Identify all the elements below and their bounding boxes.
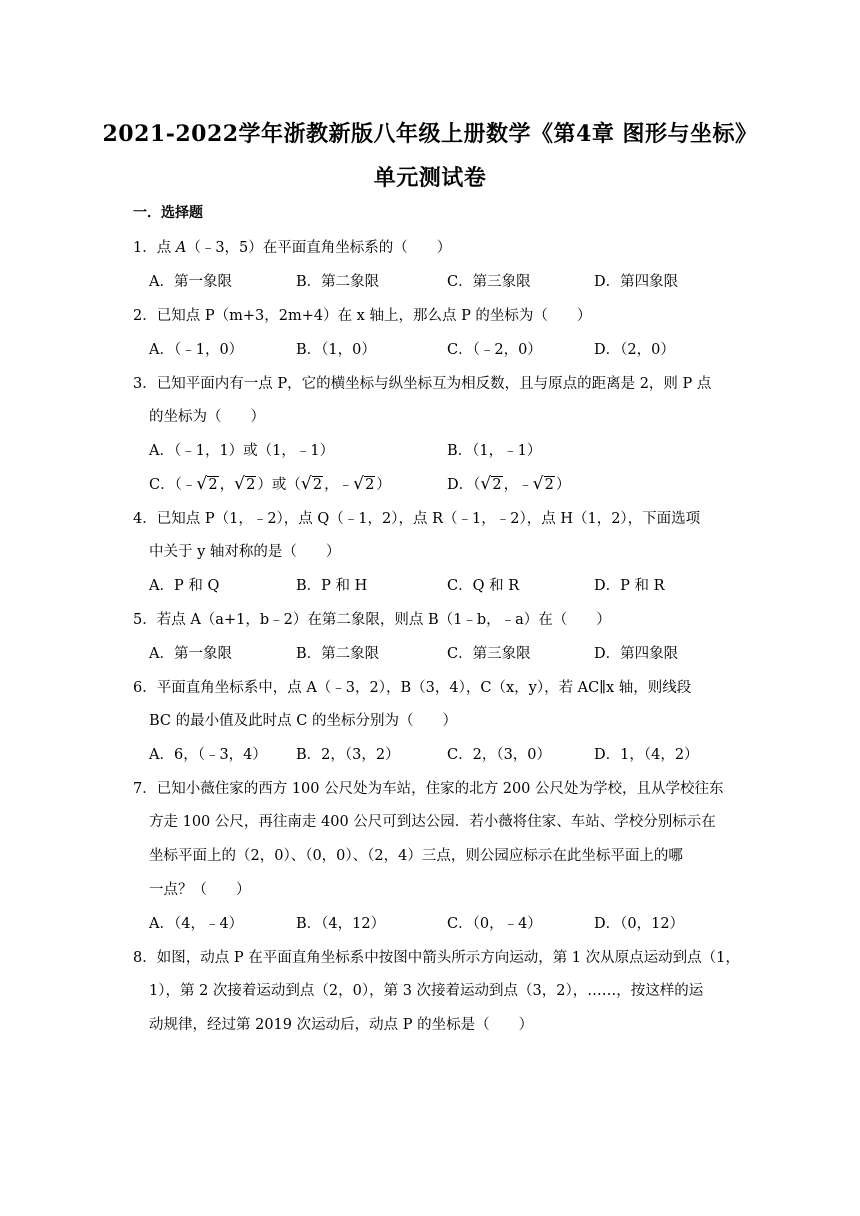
question-3-option-a: A．（﹣1，1）或（1，﹣1） — [149, 443, 335, 459]
question-6-option-b: B．2，（3，2） — [296, 747, 400, 763]
question-1-option-c: C．第三象限 — [447, 274, 531, 290]
option-c-text-3: ）或（ — [257, 477, 301, 493]
question-7-option-a: A．（4，﹣4） — [149, 916, 244, 932]
question-1-option-a: A．第一象限 — [149, 274, 232, 290]
radicand: 2 — [492, 477, 502, 493]
question-6-line-1: 6．平面直角坐标系中，点 A（﹣3，2），B（3，4），C（x，y），若 AC∥x 轴，则线段 — [133, 680, 692, 696]
question-7-option-d: D．（0，12） — [594, 916, 685, 932]
question-8-line-3: 动规律，经过第 2019 次运动后，动点 P 的坐标是（ ） — [149, 1017, 534, 1033]
question-5-option-a: A．第一象限 — [149, 646, 232, 662]
question-6-option-a: A．6，（﹣3，4） — [149, 747, 267, 763]
radicand: 2 — [544, 477, 554, 493]
option-c-text-4: ，﹣ — [324, 477, 354, 493]
option-d-text-1: D．（ — [447, 477, 481, 493]
sqrt-symbol — [353, 477, 375, 493]
question-4-option-a: A．P 和 Q — [149, 578, 220, 594]
option-c-text-1: C．（﹣ — [149, 477, 197, 493]
question-2-option-b: B．（1，0） — [296, 342, 376, 358]
question-5-option-b: B．第二象限 — [296, 646, 380, 662]
option-d-text-2: ，﹣ — [503, 477, 533, 493]
question-7-line-3: 坐标平面上的（2，0）、（0，0）、（2，4）三点，则公园应标示在此坐标平面上的哪 — [149, 848, 683, 864]
section-heading: 一．选择题 — [133, 205, 203, 221]
question-5: 5．若点 A（a+1，b﹣2）在第二象限，则点 B（1﹣b，﹣a）在（ ） — [133, 612, 611, 628]
question-6-line-2: BC 的最小值及此时点 C 的坐标分别为（ ） — [149, 713, 457, 729]
question-5-option-c: C．第三象限 — [447, 646, 531, 662]
question-1-prefix: 1．点 — [133, 240, 176, 256]
question-1 — [133, 236, 451, 257]
radicand: 2 — [365, 477, 375, 493]
question-4-option-c: C．Q 和 R — [447, 578, 520, 594]
question-3-option-c — [149, 473, 391, 494]
question-7-line-2: 方走 100 公尺，再往南走 400 公尺可到达公园．若小薇将住家、车站、学校分别标示在 — [149, 814, 716, 830]
question-2-option-c: C．（﹣2，0） — [447, 342, 542, 358]
question-6-option-d: D．1，（4，2） — [594, 747, 699, 763]
question-4-line-1: 4．已知点 P（1，﹣2），点 Q（﹣1，2），点 R（﹣1，﹣2），点 H（1，2），下面选项 — [133, 511, 701, 527]
sqrt-symbol — [196, 477, 218, 493]
question-7-line-4: 一点？（ ） — [149, 882, 251, 898]
sqrt-symbol — [533, 477, 555, 493]
question-3-line-1: 3．已知平面内有一点 P，它的横坐标与纵坐标互为相反数，且与原点的距离是 2，则 P 点 — [133, 376, 712, 392]
question-5-option-d: D．第四象限 — [594, 646, 679, 662]
question-6-option-c: C．2，（3，0） — [447, 747, 552, 763]
question-1-var: A — [175, 240, 187, 256]
question-3-option-d — [447, 473, 570, 494]
radicand: 2 — [312, 477, 323, 493]
question-4-option-b: B．P 和 H — [296, 578, 368, 594]
document-title-line-2: 单元测试卷 — [373, 165, 487, 191]
question-2-option-a: A．（﹣1，0） — [149, 342, 244, 358]
sqrt-symbol — [234, 477, 256, 493]
question-4-option-d: D．P 和 R — [594, 578, 665, 594]
question-4-line-2: 中关于 y 轴对称的是（ ） — [149, 544, 341, 560]
document-title-line-1: 2021-2022学年浙教新版八年级上册数学《第4章 图形与坐标》 — [102, 121, 758, 147]
question-3-option-b: B．（1，﹣1） — [447, 443, 542, 459]
question-2: 2．已知点 P（m+3，2m+4）在 x 轴上，那么点 P 的坐标为（ ） — [133, 308, 592, 324]
question-1-option-d: D．第四象限 — [594, 274, 679, 290]
option-c-text-5: ） — [376, 477, 391, 493]
question-7-option-c: C．（0，﹣4） — [447, 916, 542, 932]
option-c-text-2: ， — [219, 477, 235, 493]
question-1-option-b: B．第二象限 — [296, 274, 380, 290]
question-8-line-1: 8．如图，动点 P 在平面直角坐标系中按图中箭头所示方向运动，第 1 次从原点运动到点（1， — [133, 950, 740, 966]
question-2-option-d: D．（2，0） — [594, 342, 675, 358]
question-1-rest: （﹣3，5）在平面直角坐标系的（ ） — [186, 240, 452, 256]
option-d-text-3: ） — [555, 477, 571, 493]
radicand: 2 — [246, 477, 256, 493]
sqrt-symbol — [301, 477, 323, 493]
question-7-option-b: B．（4，12） — [296, 916, 386, 932]
radicand: 2 — [208, 477, 218, 493]
question-3-line-2: 的坐标为（ ） — [149, 409, 265, 425]
question-7-line-1: 7．已知小薇住家的西方 100 公尺处为车站，住家的北方 200 公尺处为学校，且从学校往东 — [133, 781, 724, 797]
sqrt-symbol — [480, 477, 502, 493]
question-8-line-2: 1），第 2 次接着运动到点（2，0），第 3 次接着运动到点（3，2），……，按这样的运 — [149, 983, 704, 999]
